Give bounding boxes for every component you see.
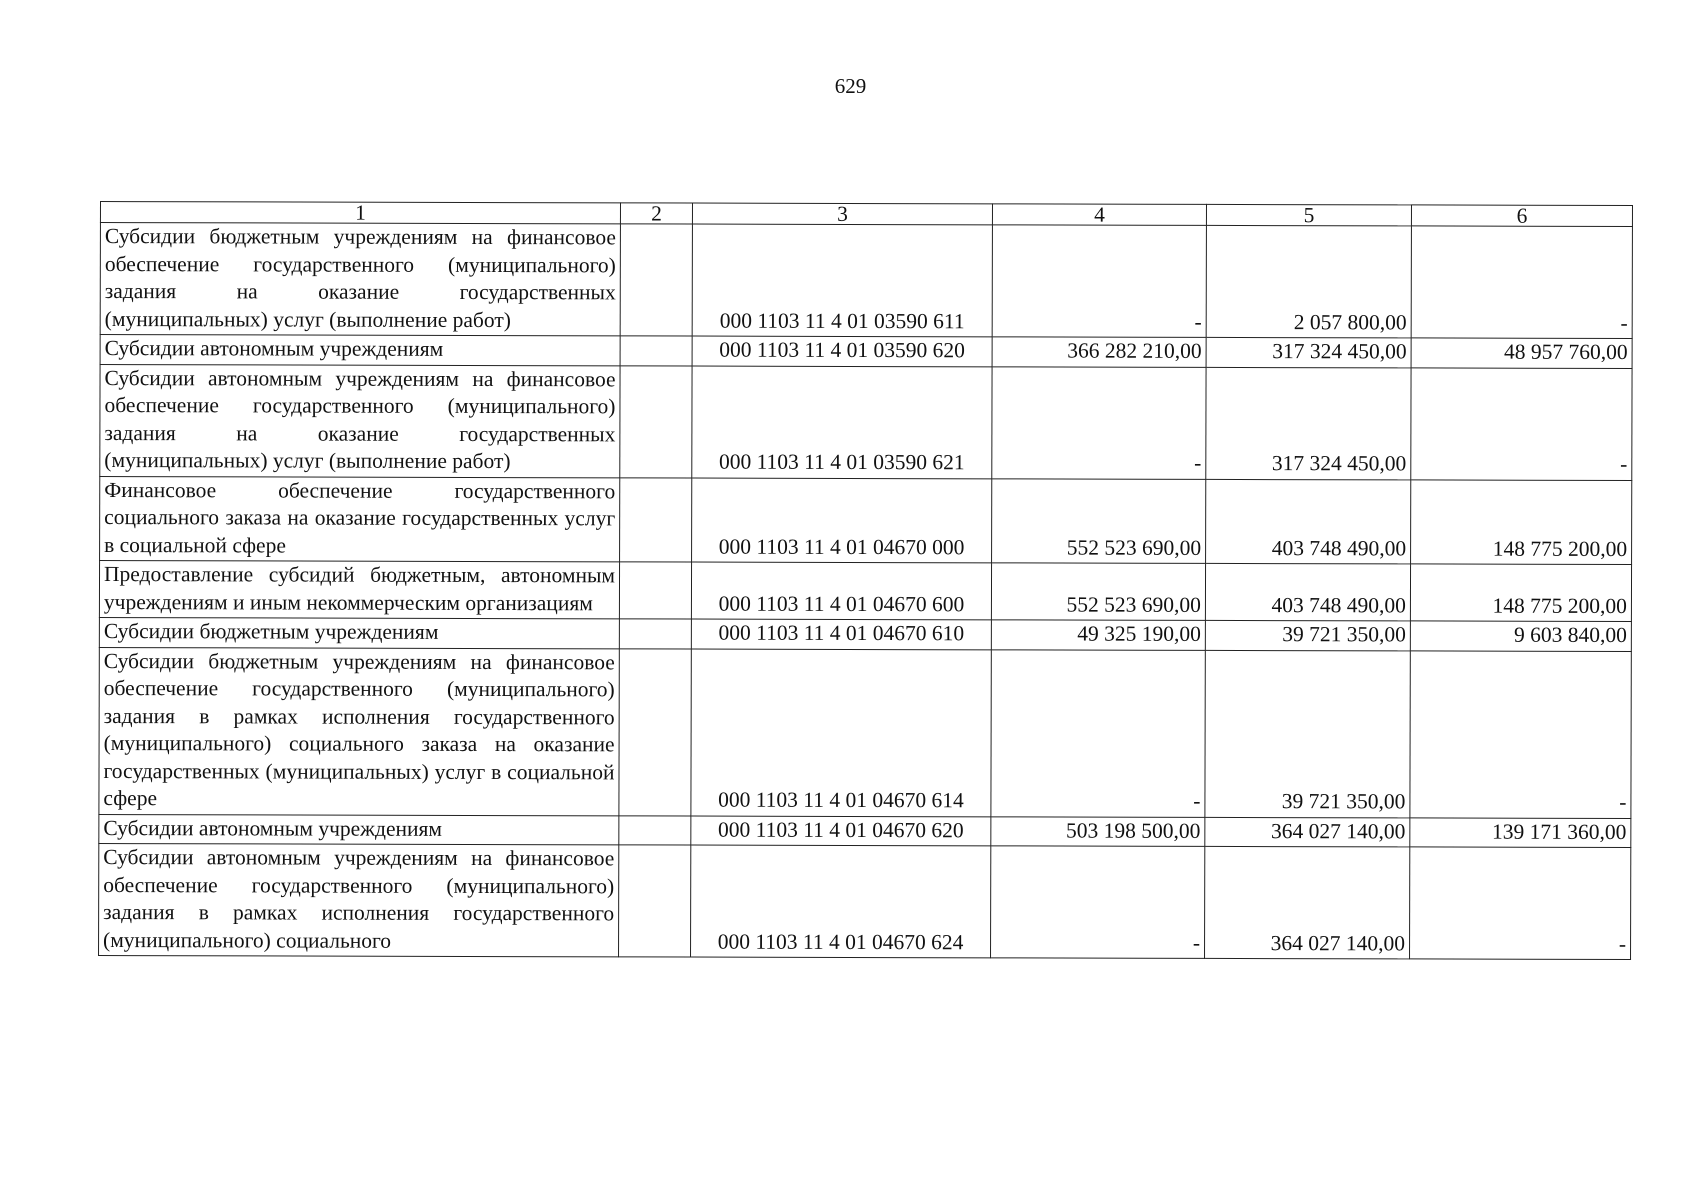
row-col4: -: [992, 366, 1206, 479]
row-col2: [620, 365, 692, 477]
row-col2: [619, 648, 691, 815]
row-description: Субсидии бюджетным учреждениям на финансовое обеспечение государственного (муниципального) задания в рамках исполнения государственного (муниципального) социального заказа на оказание государственных (муниципальных) услуг в социальной сфере: [99, 647, 619, 815]
page-number: 629: [834, 74, 867, 98]
table-row: [100, 335, 1632, 369]
row-code: 000 1103 11 4 01 03590 621: [692, 366, 992, 479]
row-code: 000 1103 11 4 01 04670 624: [691, 845, 991, 958]
table-row: [99, 561, 1631, 622]
row-description: Предоставление субсидий бюджетным, автономным учреждениям и иным некоммерческим организациям: [99, 561, 619, 619]
row-code: 000 1103 11 4 01 04670 600: [691, 562, 991, 620]
row-col6: -: [1410, 847, 1631, 960]
row-col2: [620, 224, 692, 336]
row-col4: 503 198 500,00: [991, 816, 1205, 846]
row-col6: 148 775 200,00: [1411, 479, 1632, 564]
column-number-1: 1: [100, 202, 620, 224]
table-row: [100, 364, 1632, 480]
row-code: 000 1103 11 4 01 04670 610: [691, 619, 991, 649]
row-code: 000 1103 11 4 01 04670 614: [691, 649, 991, 817]
row-description: Субсидии автономным учреждениям на финансовое обеспечение государственного (муниципального) задания в рамках исполнения государственного (муниципального) социального: [99, 843, 619, 956]
row-col4: 366 282 210,00: [992, 337, 1206, 367]
row-col2: [619, 619, 691, 649]
row-description: Субсидии автономным учреждениям: [99, 814, 619, 845]
row-col4: 552 523 690,00: [992, 478, 1206, 563]
budget-table: [98, 201, 1633, 960]
row-col6: -: [1410, 650, 1631, 818]
row-code: 000 1103 11 4 01 04670 620: [691, 816, 991, 846]
row-description: Субсидии бюджетным учреждениям: [99, 617, 619, 648]
table-row: [99, 814, 1631, 848]
row-description: Субсидии автономным учреждениям на финансовое обеспечение государственного (муниципального) задания на оказание государственных (муниципальных) услуг (выполнение работ): [100, 364, 620, 477]
column-number-6: 6: [1411, 205, 1632, 227]
row-col4: -: [991, 846, 1205, 959]
table-row: [99, 617, 1631, 651]
column-number-3: 3: [692, 203, 992, 225]
row-col5: 403 748 490,00: [1205, 563, 1410, 621]
row-col2: [619, 815, 691, 845]
row-col5: 403 748 490,00: [1206, 479, 1411, 564]
table-row: [99, 843, 1631, 959]
row-col2: [619, 562, 691, 619]
table-row: [100, 476, 1632, 565]
column-number-5: 5: [1206, 204, 1411, 226]
column-number-4: 4: [992, 204, 1206, 226]
row-col4: -: [992, 225, 1206, 338]
row-col2: [620, 477, 692, 562]
table-row: [99, 647, 1631, 818]
row-col6: 139 171 360,00: [1410, 817, 1631, 847]
row-col5: 39 721 350,00: [1205, 620, 1410, 650]
row-col6: -: [1411, 226, 1632, 339]
row-col5: 39 721 350,00: [1205, 650, 1410, 818]
row-col5: 364 027 140,00: [1205, 817, 1410, 847]
row-code: 000 1103 11 4 01 03590 620: [692, 336, 992, 366]
row-col4: 49 325 190,00: [991, 620, 1205, 650]
row-description: Субсидии автономным учреждениям: [100, 335, 620, 366]
row-col6: 48 957 760,00: [1411, 338, 1632, 368]
row-code: 000 1103 11 4 01 04670 000: [692, 478, 992, 563]
row-col4: -: [991, 649, 1205, 817]
row-col6: 9 603 840,00: [1410, 621, 1631, 651]
row-col5: 317 324 450,00: [1206, 337, 1411, 367]
row-code: 000 1103 11 4 01 03590 611: [692, 224, 992, 337]
row-col5: 317 324 450,00: [1206, 367, 1411, 480]
row-col6: 148 775 200,00: [1410, 564, 1631, 622]
row-col6: -: [1411, 367, 1632, 480]
row-col2: [619, 845, 691, 957]
row-col2: [620, 336, 692, 366]
row-description: Субсидии бюджетным учреждениям на финансовое обеспечение государственного (муниципального) задания на оказание государственных (муниципальных) услуг (выполнение работ): [100, 223, 620, 336]
row-col5: 2 057 800,00: [1206, 225, 1411, 338]
row-description: Финансовое обеспечение государственного социального заказа на оказание государственных услуг в социальной сфере: [100, 476, 620, 562]
row-col4: 552 523 690,00: [991, 563, 1205, 621]
table-row: [100, 223, 1632, 339]
column-number-2: 2: [620, 203, 692, 224]
row-col5: 364 027 140,00: [1205, 846, 1410, 959]
